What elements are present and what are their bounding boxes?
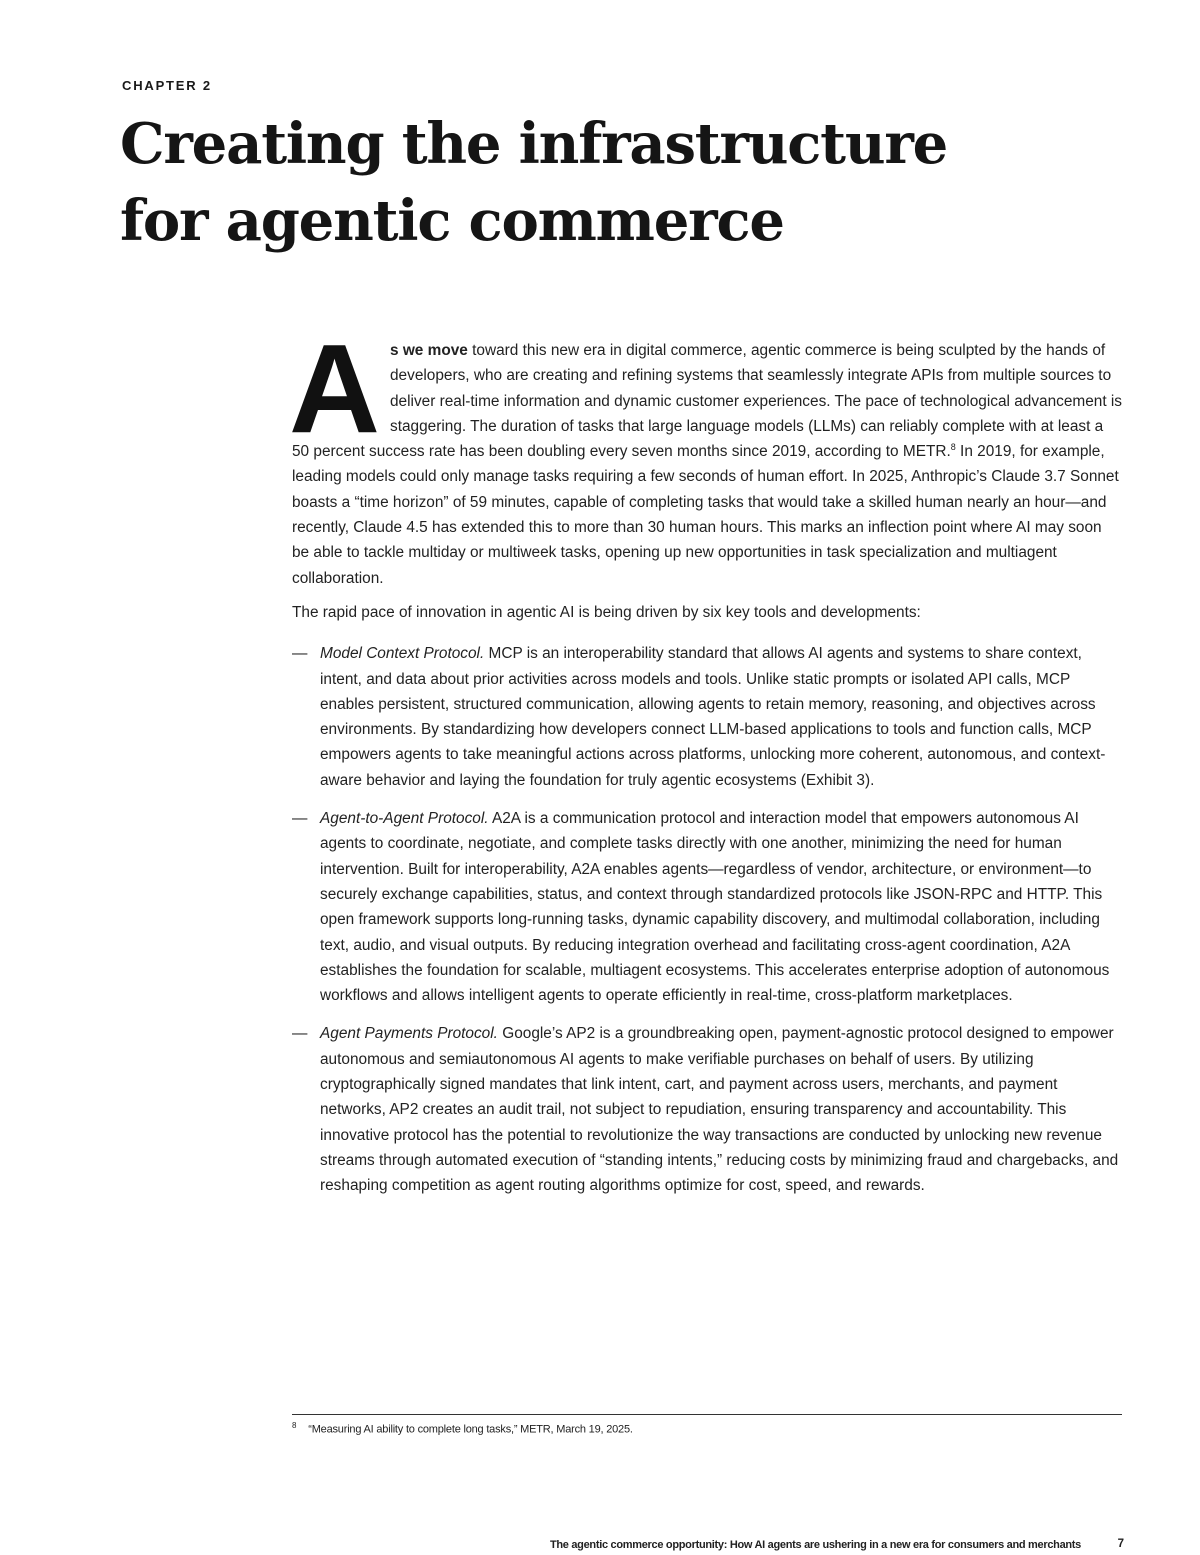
bullet-title: Agent-to-Agent Protocol. [320,810,489,828]
running-footer: The agentic commerce opportunity: How AI agents are ushering in a new era for consumers and merchants [549,1539,1081,1551]
bullet-list [292,641,1122,1198]
page-title [120,106,1020,260]
footnote-number: 8 [292,1421,297,1430]
intro-text-continued: In 2019, for example, leading models could only manage tasks requiring a few seconds of human effort. In 2025, Anthropic’s Claude 3.7 Sonnet boasts a “time horizon” of 59 minutes, capable of completing tasks that would take a skilled human nearly an hour—and recently, Claude 4.5 has extended this to more than 30 human hours. This marks an inflection point where AI may soon be able to tackle multiday or multiweek tasks, opening up new opportunities in task specialization and multiagent collaboration. [292,443,1119,587]
lead-in: s we move [390,342,468,359]
bullet-text: MCP is an interoperability standard that allows AI agents and systems to share context, intent, and data about prior activities across models and tools. Unlike static prompts or isolated API calls, MCP enables persistent, structured communication, allowing agents to retain memory, reasoning, and objectives across environments. By standardizing how developers connect LLM-based applications to tools and function calls, MCP empowers agents to take meaningful actions across platforms, unlocking more coherent, autonomous, and context-aware behavior and laying the foundation for truly agentic ecosystems (Exhibit 3). [320,645,1106,789]
bullet-title: Agent Payments Protocol. [320,1025,498,1043]
dash-bullet: — [292,1025,308,1043]
chapter-label: CHAPTER 2 [122,78,212,93]
body-content [289,318,1123,1212]
title-line-1: Creating the infrastructure [120,111,948,177]
intro-paragraph [289,318,1123,591]
footnote-text: “Measuring AI ability to complete long tasks,” METR, March 19, 2025. [308,1423,633,1436]
list-lead-sentence: The rapid pace of innovation in agentic AI is being driven by six key tools and developments: [292,603,921,621]
list-item [292,1021,1122,1198]
bullet-title: Model Context Protocol. [320,645,485,663]
page-number: 7 [1117,1538,1124,1550]
dash-bullet: — [292,810,308,828]
bullet-text: A2A is a communication protocol and interaction model that empowers autonomous AI agents to coordinate, negotiate, and complete tasks directly with one another, minimizing the need for human intervention. Built for interoperability, A2A enables agents—regardless of vendor, architecture, or environment—to securely exchange capabilities, status, and context through standardized protocols like JSON-RPC and HTTP. This open framework supports long-running tasks, dynamic capability discovery, and multimodal collaboration, including text, audio, and visual outputs. By reducing integration overhead and facilitating cross-agent coordination, A2A establishes the foundation for scalable, multiagent ecosystems. This accelerates enterprise adoption of autonomous workflows and allows intelligent agents to operate efficiently in real-time, cross-platform marketplaces. [320,810,1110,1005]
drop-cap: A [289,318,378,459]
intro-text: toward this new era in digital commerce, agentic commerce is being sculpted by the hands of developers, who are creating and refining systems that seamlessly integrate APIs from multiple sources to deliver real-time information and dynamic customer experiences. The pace of technological advancement is staggering. The duration of tasks that large language models (LLMs) can reliably complete with at least a 50 percent success rate has been doubling every seven months since 2019, according to METR. [292,342,1123,461]
footnote-divider [292,1414,1122,1415]
list-item [292,806,1122,1008]
title-line-2: for agentic commerce [120,188,784,254]
footnote-ref[interactable]: 8 [950,442,956,453]
list-item [292,641,1122,793]
dash-bullet: — [292,645,308,663]
footnote [292,1421,1122,1436]
bullet-text: Google’s AP2 is a groundbreaking open, payment-agnostic protocol designed to empower autonomous and semiautonomous AI agents to make verifiable purchases on behalf of users. By utilizing cryptographically signed mandates that link intent, cart, and payment across users, merchants, and payment networks, AP2 creates an audit trail, not subject to repudiation, ensuring transparency and accountability. This innovative protocol has the potential to revolutionize the way transactions are conducted by unlocking new revenue streams through automated execution of “standing intents,” reducing costs by minimizing fraud and chargebacks, and reshaping competition as agent routing algorithms optimize for cost, speed, and rewards. [320,1025,1119,1195]
